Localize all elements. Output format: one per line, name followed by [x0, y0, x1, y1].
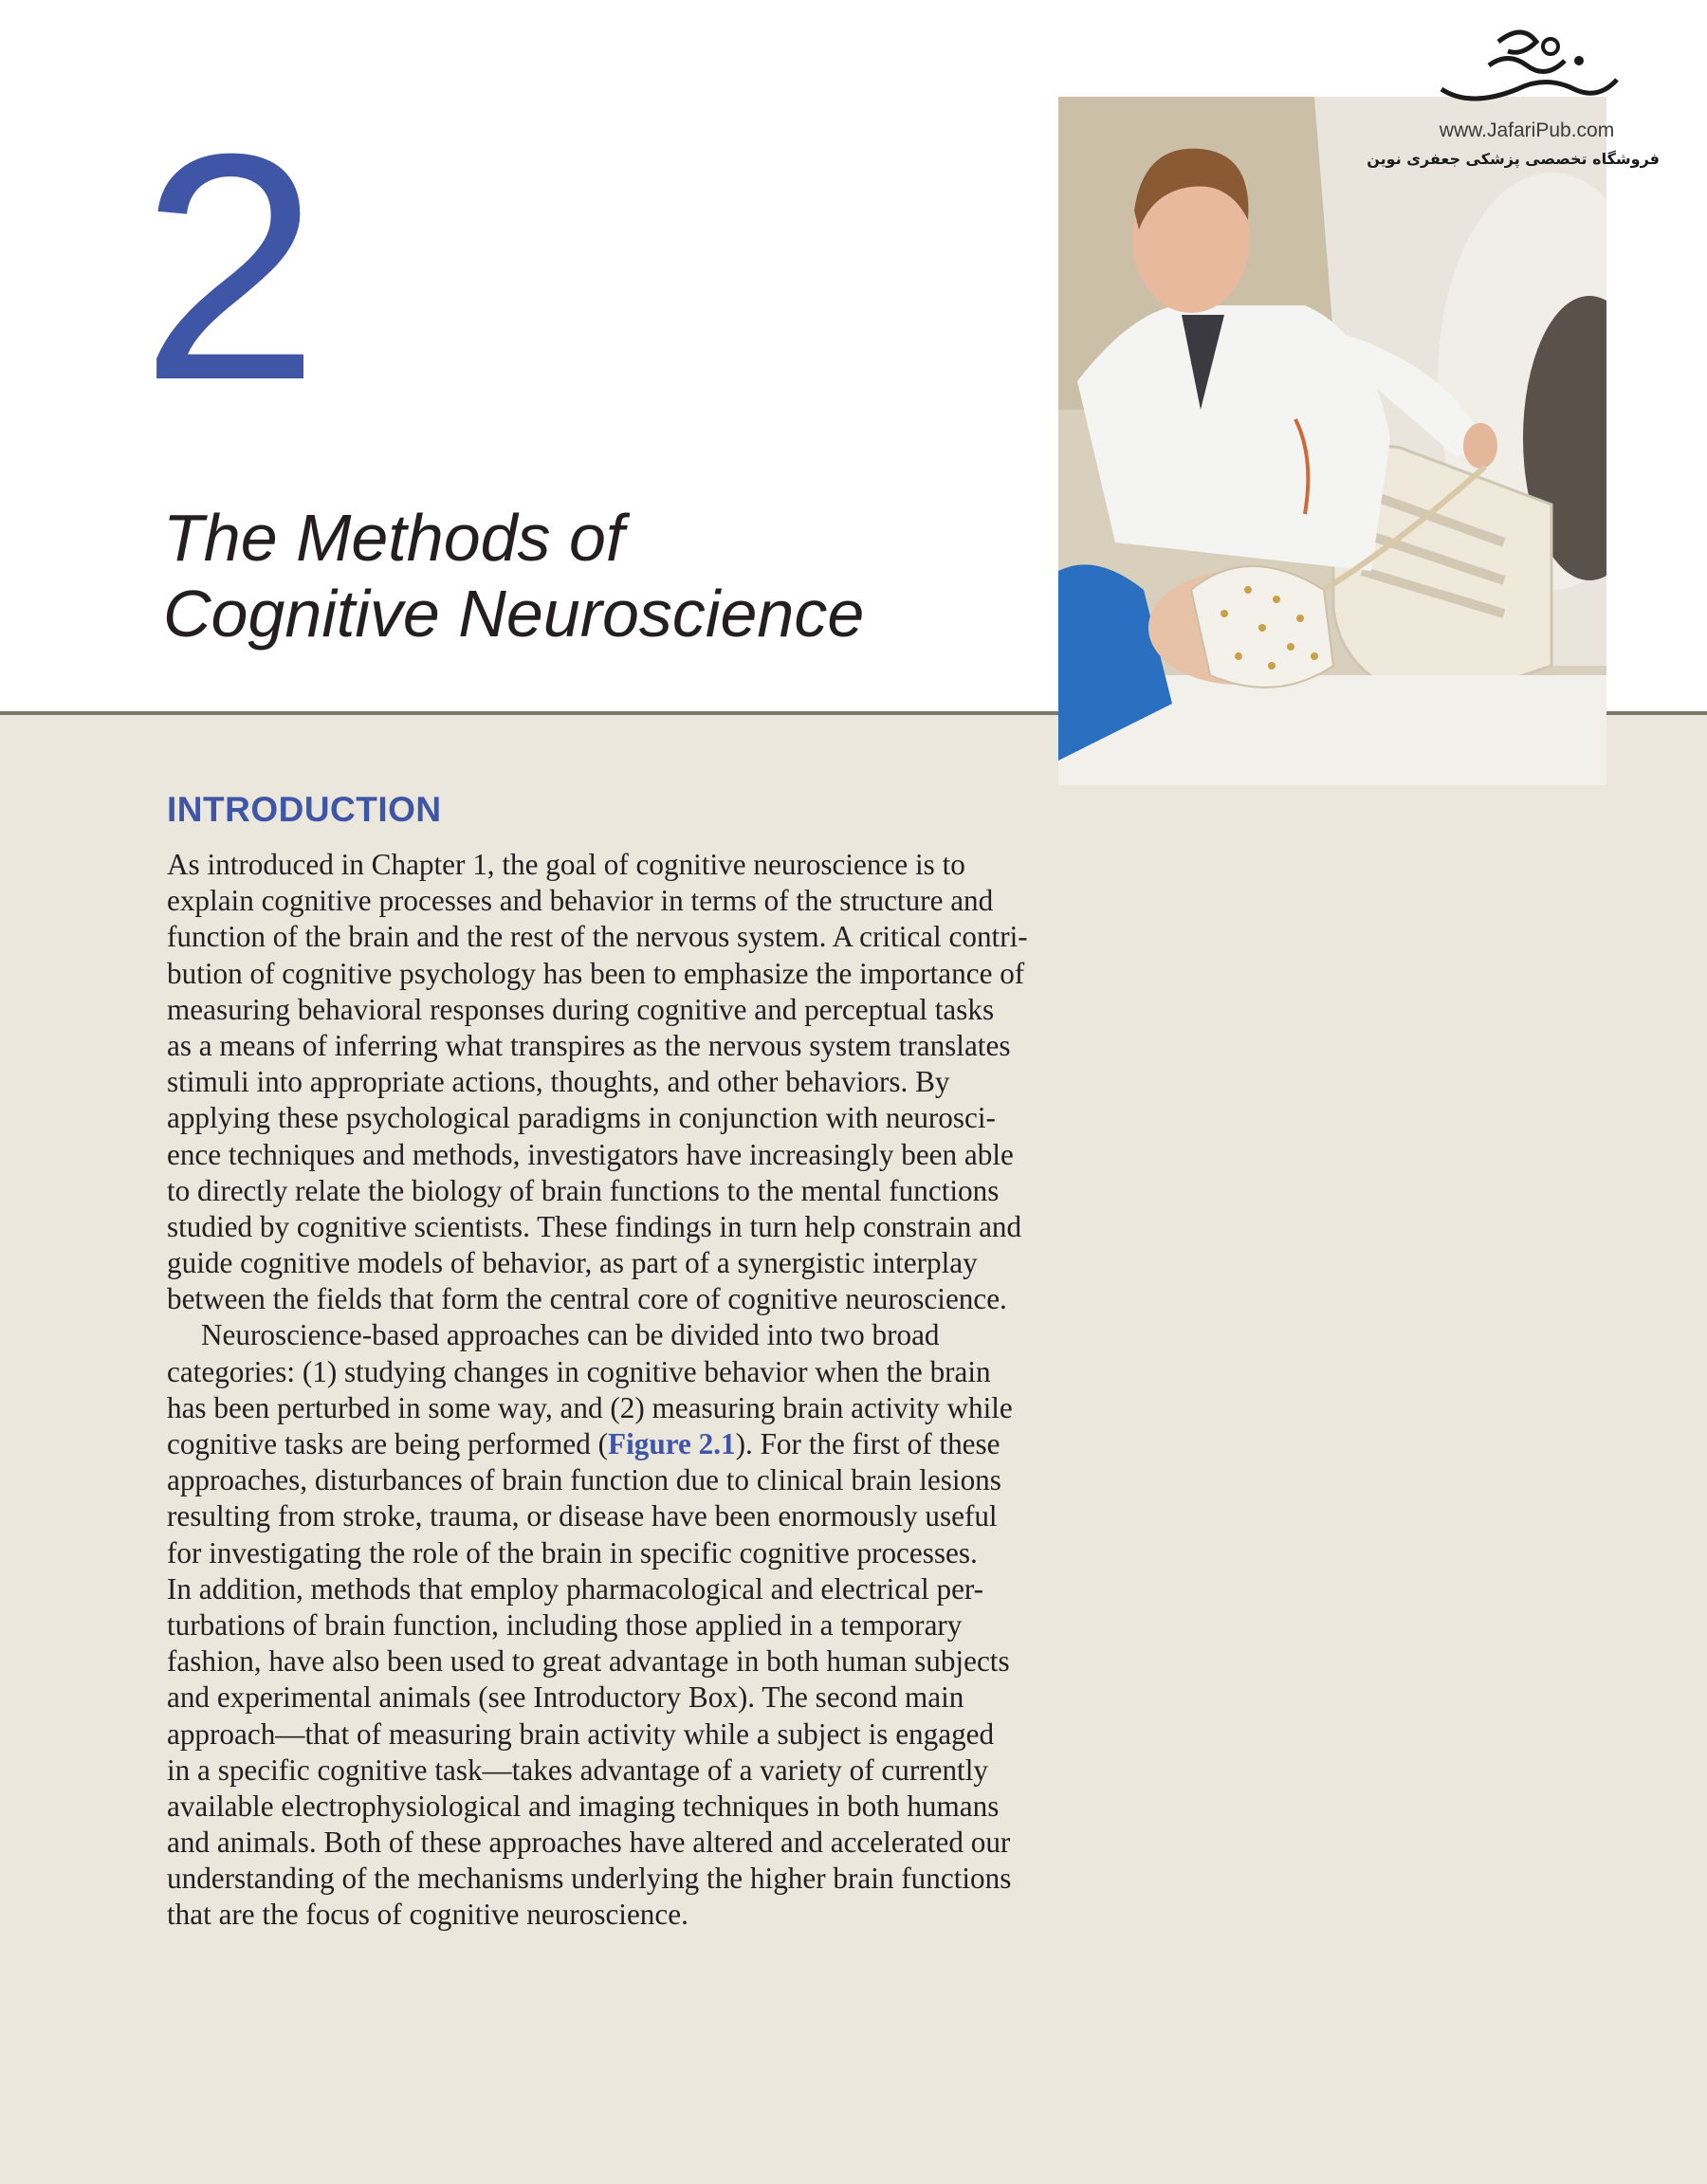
section-heading: INTRODUCTION: [167, 790, 442, 829]
paragraph-line: as a means of inferring what transpires as the nervous system translates: [167, 1028, 1011, 1062]
paragraph-line: for investigating the role of the brain in specific cognitive processes.: [167, 1535, 978, 1569]
paragraph-line: stimuli into appropriate actions, thoughts, and other behaviors. By: [167, 1065, 950, 1099]
photo-mri-eeg-icon: [1058, 97, 1606, 785]
paragraph-line: fashion, have also been used to great advantage in both human subjects: [167, 1644, 1010, 1679]
chapter-title-line: The Methods of: [163, 501, 625, 575]
chapter-title-line: Cognitive Neuroscience: [163, 577, 865, 651]
paragraph-line: categories: (1) studying changes in cognitive behavior when the brain: [167, 1354, 991, 1388]
paragraph-line: has been perturbed in some way, and (2) measuring brain activity while: [167, 1390, 1013, 1424]
paragraph-line: between the fields that form the central core of cognitive neuroscience.: [167, 1282, 1007, 1316]
paragraph-line: measuring behavioral responses during cognitive and perceptual tasks: [167, 992, 995, 1026]
paragraph-line: in a specific cognitive task—takes advantage of a variety of currently: [167, 1753, 988, 1787]
paragraph-line: resulting from stroke, trauma, or disease have been enormously useful: [167, 1499, 998, 1533]
calligraphy-logo-icon: [1432, 23, 1622, 118]
paragraph-line: guide cognitive models of behavior, as part of a synergistic interplay: [167, 1246, 978, 1280]
paragraph-line: ence techniques and methods, investigators have increasingly been able: [167, 1137, 1014, 1171]
chapter-title: [163, 500, 1017, 652]
logo-tagline: فروشگاه تخصصی پزشکی جعفری نوین: [1367, 150, 1660, 168]
introduction-body: [167, 847, 1125, 1934]
paragraph-line: to directly relate the biology of brain functions to the mental functions: [167, 1173, 1000, 1207]
paragraph-line: Neuroscience-based approaches can be divided into two broad: [201, 1318, 940, 1352]
paragraph-line: turbations of brain function, including those applied in a temporary: [167, 1607, 963, 1642]
paragraph-line: approaches, disturbances of brain function due to clinical brain lesions: [167, 1463, 1001, 1497]
paragraph-line: function of the brain and the rest of the nervous system. A critical contri-: [167, 920, 1028, 954]
paragraph-line-figure: [167, 1426, 1125, 1462]
paragraph-line: applying these psychological paradigms in conjunction with neurosci-: [167, 1101, 996, 1135]
paragraph-line: available electrophysiological and imaging techniques in both humans: [167, 1789, 1000, 1823]
paragraph-line: In addition, methods that employ pharmacological and electrical per-: [167, 1571, 984, 1606]
paragraph-line: As introduced in Chapter 1, the goal of cognitive neuroscience is to: [167, 848, 965, 881]
paragraph-line: understanding of the mechanisms underlying the higher brain functions: [167, 1862, 1012, 1896]
paragraph-line: explain cognitive processes and behavior in terms of the structure and: [167, 884, 994, 918]
logo-url: www.JafariPub.com: [1439, 119, 1615, 141]
figure-2-1-link[interactable]: Figure 2.1: [608, 1427, 736, 1460]
figure-line-before: cognitive tasks are being performed (: [167, 1427, 609, 1460]
publisher-logo: [1367, 23, 1660, 193]
paragraph-line: that are the focus of cognitive neuroscience.: [167, 1898, 688, 1932]
chapter-photo: [1058, 97, 1606, 785]
paragraph-line: approach—that of measuring brain activity while a subject is engaged: [167, 1716, 995, 1751]
paragraph-line: studied by cognitive scientists. These findings in turn help constrain and: [167, 1209, 1022, 1243]
paragraph-line: and animals. Both of these approaches have altered and accelerated our: [167, 1826, 1011, 1860]
figure-line-after: ). For the first of these: [735, 1427, 1000, 1460]
paragraph-line: and experimental animals (see Introductory Box). The second main: [167, 1680, 964, 1715]
paragraph-line: bution of cognitive psychology has been to emphasize the importance of: [167, 956, 1025, 990]
chapter-number: 2: [140, 87, 315, 448]
